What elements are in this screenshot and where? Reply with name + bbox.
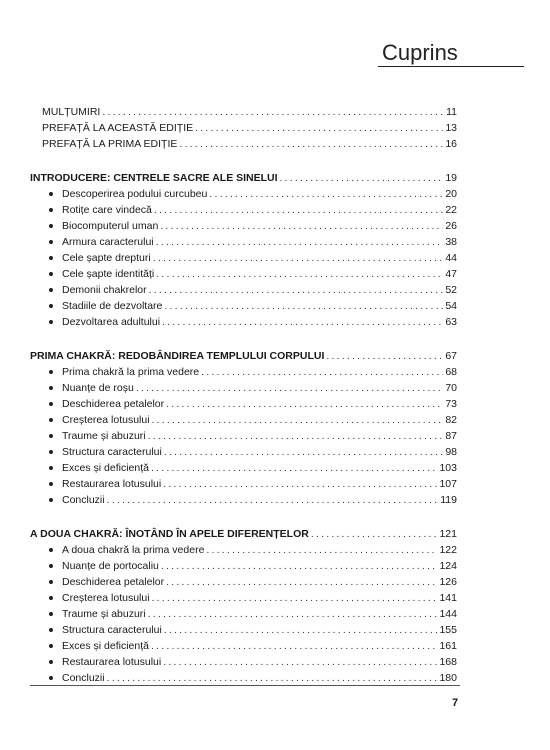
toc-entry-label: Deschiderea petalelor xyxy=(62,398,165,410)
toc-section xyxy=(30,526,457,686)
toc-entry-page: 13 xyxy=(445,122,457,134)
toc-entry-label: INTRODUCERE: CENTRELE SACRE ALE SINELUI xyxy=(30,172,278,184)
toc-entry-page: 122 xyxy=(439,544,457,556)
page-title: Cuprins xyxy=(382,40,458,65)
leader-dots xyxy=(164,444,444,460)
toc-subentry[interactable] xyxy=(30,380,457,396)
toc-entry-label: Armura caracterului xyxy=(62,236,154,248)
toc-entry-label: A doua chakră la prima vedere xyxy=(62,544,205,556)
toc-section-heading[interactable] xyxy=(30,170,457,186)
leader-dots xyxy=(166,574,437,590)
leader-dots xyxy=(153,250,444,266)
title-underline xyxy=(378,66,524,67)
toc-entry-page: 119 xyxy=(440,494,457,506)
toc-subentry[interactable] xyxy=(30,476,457,492)
toc-subentry[interactable] xyxy=(30,412,457,428)
leader-dots xyxy=(149,282,444,298)
leader-dots xyxy=(148,606,438,622)
toc-entry-label: Cele șapte identități xyxy=(62,268,155,280)
leader-dots xyxy=(148,428,444,444)
toc-subentry[interactable] xyxy=(30,250,457,266)
toc-entry-label: Structura caracterului xyxy=(62,624,162,636)
toc-entry-page: 161 xyxy=(439,640,457,652)
toc-entry-label: Rotițe care vindecă xyxy=(62,204,152,216)
toc-entry-page: 126 xyxy=(439,576,457,588)
leader-dots xyxy=(152,412,444,428)
toc-entry-page: 44 xyxy=(445,252,457,264)
toc-section-heading[interactable] xyxy=(30,348,457,364)
toc-entry-label: Structura caracterului xyxy=(62,446,162,458)
toc-subentry[interactable] xyxy=(30,460,457,476)
toc-subentry[interactable] xyxy=(30,542,457,558)
toc-entry-page: 67 xyxy=(445,350,457,362)
toc-subentry[interactable] xyxy=(30,638,457,654)
toc-subentry[interactable] xyxy=(30,298,457,314)
toc-subentry[interactable] xyxy=(30,186,457,202)
page-number: 7 xyxy=(452,697,459,709)
toc-entry-label: Creșterea lotusului xyxy=(62,414,150,426)
toc-entry-label: Traume și abuzuri xyxy=(62,430,146,442)
toc-entry-page: 19 xyxy=(445,172,457,184)
toc-entry-page: 107 xyxy=(439,478,457,490)
toc-front-matter xyxy=(30,104,457,152)
toc-subentry[interactable] xyxy=(30,492,457,508)
leader-dots xyxy=(151,638,438,654)
toc-subentry[interactable] xyxy=(30,558,457,574)
toc-entry-page: 11 xyxy=(446,106,457,118)
toc-entry-page: 180 xyxy=(439,672,457,684)
toc-entry-label: Creșterea lotusului xyxy=(62,592,150,604)
leader-dots xyxy=(209,186,443,202)
toc-entry-page: 54 xyxy=(445,300,457,312)
leader-dots xyxy=(206,542,437,558)
toc-entry-page: 98 xyxy=(445,446,457,458)
leader-dots xyxy=(156,266,443,282)
leader-dots xyxy=(164,622,438,638)
toc-entry-label: MULȚUMIRI xyxy=(42,106,101,118)
toc-entry-page: 121 xyxy=(439,528,457,540)
toc-entry-label: Descoperirea podului curcubeu xyxy=(62,188,208,200)
toc-entry-preface-first-edition[interactable] xyxy=(30,136,457,152)
toc-section xyxy=(30,170,457,330)
toc-entry-page: 168 xyxy=(439,656,457,668)
toc-entry-page: 70 xyxy=(445,382,457,394)
leader-dots xyxy=(280,170,444,186)
toc-subentry[interactable] xyxy=(30,218,457,234)
toc-entry-page: 103 xyxy=(439,462,457,474)
footer-rule xyxy=(30,685,460,686)
toc-entry-label: Nuanțe de portocaliu xyxy=(62,560,159,572)
leader-dots xyxy=(164,298,443,314)
toc-entry-label: Restaurarea lotusului xyxy=(62,478,162,490)
toc-entry-page: 141 xyxy=(439,592,457,604)
toc-subentry[interactable] xyxy=(30,202,457,218)
toc-entry-label: Stadiile de dezvoltare xyxy=(62,300,163,312)
toc-entry-label: Concluzii xyxy=(62,672,105,684)
leader-dots xyxy=(195,120,443,136)
toc-entry-page: 63 xyxy=(445,316,457,328)
toc-subentry[interactable] xyxy=(30,670,457,686)
toc-entry-page: 16 xyxy=(445,138,457,150)
toc-entry-label: Deschiderea petalelor xyxy=(62,576,165,588)
toc-entry-label: PRIMA CHAKRĂ: REDOBÂNDIREA TEMPLULUI CORPULUI xyxy=(30,350,325,362)
toc-entry-label: A DOUA CHAKRĂ: ÎNOTÂND ÎN APELE DIFERENȚELOR xyxy=(30,528,309,540)
leader-dots xyxy=(136,380,444,396)
leader-dots xyxy=(151,460,438,476)
leader-dots xyxy=(102,104,444,120)
toc-entry-page: 87 xyxy=(445,430,457,442)
leader-dots xyxy=(163,654,437,670)
leader-dots xyxy=(311,526,438,542)
toc-entry-page: 68 xyxy=(445,366,457,378)
leader-dots xyxy=(107,670,438,686)
toc-entry-label: Exces și deficiență xyxy=(62,640,149,652)
toc-subentry[interactable] xyxy=(30,364,457,380)
toc-entry-page: 52 xyxy=(445,284,457,296)
toc-entry-page: 38 xyxy=(445,236,457,248)
toc-entry-page: 22 xyxy=(445,204,457,216)
toc-entry-label: PREFAȚĂ LA ACEASTĂ EDIȚIE xyxy=(42,122,194,134)
leader-dots xyxy=(179,136,443,152)
toc-entry-acknowledgements[interactable] xyxy=(30,104,457,120)
toc-subentry[interactable] xyxy=(30,606,457,622)
toc-subentry[interactable] xyxy=(30,234,457,250)
toc-entry-page: 124 xyxy=(439,560,457,572)
toc-subentry[interactable] xyxy=(30,590,457,606)
toc-entry-label: Traume și abuzuri xyxy=(62,608,146,620)
toc-entry-label: Demonii chakrelor xyxy=(62,284,147,296)
toc-subentry[interactable] xyxy=(30,654,457,670)
toc-entry-label: Exces și deficiență xyxy=(62,462,149,474)
toc-entry-label: Dezvoltarea adultului xyxy=(62,316,161,328)
toc-entry-label: Cele șapte drepturi xyxy=(62,252,151,264)
leader-dots xyxy=(326,348,443,364)
toc-entry-page: 155 xyxy=(439,624,457,636)
leader-dots xyxy=(201,364,443,380)
toc-subentry[interactable] xyxy=(30,282,457,298)
toc-entry-label: Biocomputerul uman xyxy=(62,220,159,232)
toc-section xyxy=(30,348,457,508)
leader-dots xyxy=(107,492,439,508)
toc-entry-page: 144 xyxy=(439,608,457,620)
toc-entry-label: Prima chakră la prima vedere xyxy=(62,366,200,378)
toc-entry-label: Concluzii xyxy=(62,494,105,506)
toc-entry-page: 20 xyxy=(445,188,457,200)
toc-subentry[interactable] xyxy=(30,574,457,590)
toc-entry-label: Restaurarea lotusului xyxy=(62,656,162,668)
toc-section-heading[interactable] xyxy=(30,526,457,542)
leader-dots xyxy=(156,234,444,250)
toc-entry-label: Nuanțe de roșu xyxy=(62,382,134,394)
leader-dots xyxy=(154,202,443,218)
toc-subentry[interactable] xyxy=(30,314,457,330)
toc-subentry[interactable] xyxy=(30,428,457,444)
toc-entry-page: 73 xyxy=(445,398,457,410)
toc-entry-page: 47 xyxy=(445,268,457,280)
leader-dots xyxy=(162,314,443,330)
leader-dots xyxy=(161,558,438,574)
leader-dots xyxy=(152,590,438,606)
toc-subentry[interactable] xyxy=(30,622,457,638)
toc-subentry[interactable] xyxy=(30,266,457,282)
toc-entry-label: PREFAȚĂ LA PRIMA EDIȚIE xyxy=(42,138,178,150)
leader-dots xyxy=(160,218,443,234)
toc-subentry[interactable] xyxy=(30,444,457,460)
table-of-contents xyxy=(30,104,457,704)
toc-entry-preface-this-edition[interactable] xyxy=(30,120,457,136)
toc-subentry[interactable] xyxy=(30,396,457,412)
toc-entry-page: 82 xyxy=(445,414,457,426)
leader-dots xyxy=(166,396,443,412)
leader-dots xyxy=(163,476,437,492)
toc-entry-page: 26 xyxy=(445,220,457,232)
